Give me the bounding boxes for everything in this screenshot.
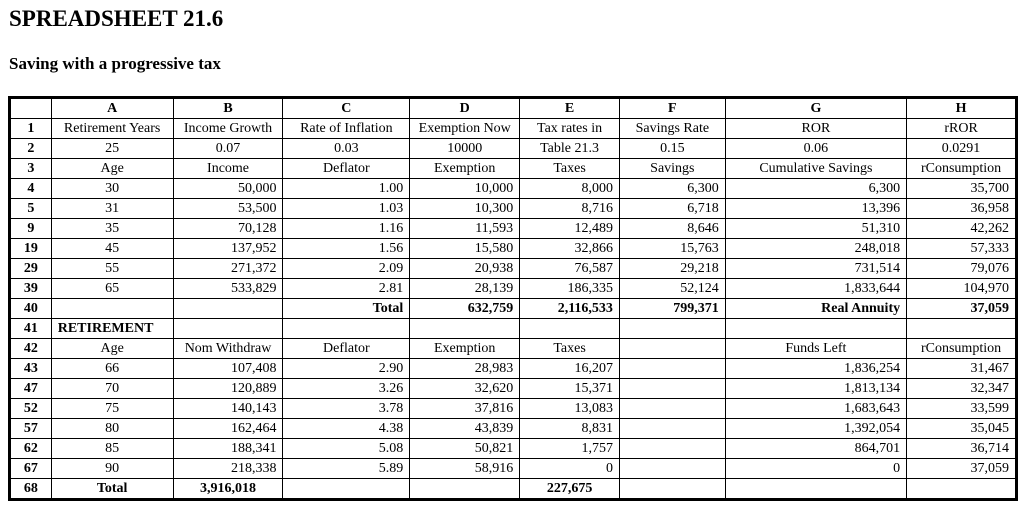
- cell-h39[interactable]: 104,970: [907, 279, 1017, 299]
- row-number[interactable]: 39: [10, 279, 52, 299]
- cell-g39[interactable]: 1,833,644: [725, 279, 906, 299]
- cell-e2[interactable]: Table 21.3: [520, 139, 620, 159]
- cell-b47[interactable]: 120,889: [173, 379, 283, 399]
- cell-f19[interactable]: 15,763: [619, 239, 725, 259]
- page-subtitle: Saving with a progressive tax: [9, 54, 221, 73]
- cell-b19[interactable]: 137,952: [173, 239, 283, 259]
- table-row: [10, 339, 1017, 359]
- cell-a67[interactable]: 90: [51, 459, 173, 479]
- table-row: [10, 199, 1017, 219]
- row-number[interactable]: 68: [10, 479, 52, 500]
- cell-d57[interactable]: 43,839: [410, 419, 520, 439]
- cell-e5[interactable]: 8,716: [520, 199, 620, 219]
- cell-c57[interactable]: 4.38: [283, 419, 410, 439]
- cell-e29[interactable]: 76,587: [520, 259, 620, 279]
- cell-e68[interactable]: 227,675: [520, 479, 620, 500]
- table-row: [10, 379, 1017, 399]
- column-header[interactable]: F: [619, 98, 725, 119]
- cell-c47[interactable]: 3.26: [283, 379, 410, 399]
- cell-f62[interactable]: [619, 439, 725, 459]
- row-number[interactable]: 3: [10, 159, 52, 179]
- cell-d41[interactable]: [410, 319, 520, 339]
- cell-a42[interactable]: Age: [51, 339, 173, 359]
- cell-b3[interactable]: Income: [173, 159, 283, 179]
- table-row: [10, 399, 1017, 419]
- cell-b67[interactable]: 218,338: [173, 459, 283, 479]
- cell-a68[interactable]: Total: [51, 479, 173, 500]
- cell-c43[interactable]: 2.90: [283, 359, 410, 379]
- cell-g29[interactable]: 731,514: [725, 259, 906, 279]
- cell-h4[interactable]: 35,700: [907, 179, 1017, 199]
- cell-a40[interactable]: [51, 299, 173, 319]
- column-header[interactable]: C: [283, 98, 410, 119]
- row-number[interactable]: 19: [10, 239, 52, 259]
- cell-h5[interactable]: 36,958: [907, 199, 1017, 219]
- cell-c3[interactable]: Deflator: [283, 159, 410, 179]
- cell-b43[interactable]: 107,408: [173, 359, 283, 379]
- cell-d67[interactable]: 58,916: [410, 459, 520, 479]
- cell-a4[interactable]: 30: [51, 179, 173, 199]
- cell-d4[interactable]: 10,000: [410, 179, 520, 199]
- cell-d68[interactable]: [410, 479, 520, 500]
- column-header[interactable]: E: [520, 98, 620, 119]
- cell-b4[interactable]: 50,000: [173, 179, 283, 199]
- cell-f47[interactable]: [619, 379, 725, 399]
- cell-c19[interactable]: 1.56: [283, 239, 410, 259]
- row-number[interactable]: 47: [10, 379, 52, 399]
- cell-f2[interactable]: 0.15: [619, 139, 725, 159]
- cell-e39[interactable]: 186,335: [520, 279, 620, 299]
- cell-d39[interactable]: 28,139: [410, 279, 520, 299]
- cell-g19[interactable]: 248,018: [725, 239, 906, 259]
- cell-g5[interactable]: 13,396: [725, 199, 906, 219]
- table-row: [10, 119, 1017, 139]
- cell-d43[interactable]: 28,983: [410, 359, 520, 379]
- cell-a29[interactable]: 55: [51, 259, 173, 279]
- row-number[interactable]: 5: [10, 199, 52, 219]
- cell-g42[interactable]: Funds Left: [725, 339, 906, 359]
- table-row: [10, 139, 1017, 159]
- cell-e3[interactable]: Taxes: [520, 159, 620, 179]
- cell-h40[interactable]: 37,059: [907, 299, 1017, 319]
- cell-b57[interactable]: 162,464: [173, 419, 283, 439]
- cell-f29[interactable]: 29,218: [619, 259, 725, 279]
- cell-c67[interactable]: 5.89: [283, 459, 410, 479]
- cell-f43[interactable]: [619, 359, 725, 379]
- cell-h42[interactable]: rConsumption: [907, 339, 1017, 359]
- cell-b42[interactable]: Nom Withdraw: [173, 339, 283, 359]
- cell-g1[interactable]: ROR: [725, 119, 906, 139]
- column-header[interactable]: B: [173, 98, 283, 119]
- table-row: [10, 439, 1017, 459]
- cell-f42[interactable]: [619, 339, 725, 359]
- cell-f41[interactable]: [619, 319, 725, 339]
- cell-d2[interactable]: 10000: [410, 139, 520, 159]
- cell-d40[interactable]: 632,759: [410, 299, 520, 319]
- row-number[interactable]: 29: [10, 259, 52, 279]
- cell-f39[interactable]: 52,124: [619, 279, 725, 299]
- row-number[interactable]: 4: [10, 179, 52, 199]
- cell-a3[interactable]: Age: [51, 159, 173, 179]
- cell-g3[interactable]: Cumulative Savings: [725, 159, 906, 179]
- cell-c1[interactable]: Rate of Inflation: [283, 119, 410, 139]
- spreadsheet-body: [10, 98, 1017, 500]
- cell-b2[interactable]: 0.07: [173, 139, 283, 159]
- table-row: [10, 259, 1017, 279]
- cell-g40[interactable]: Real Annuity: [725, 299, 906, 319]
- cell-b29[interactable]: 271,372: [173, 259, 283, 279]
- cell-c4[interactable]: 1.00: [283, 179, 410, 199]
- cell-e62[interactable]: 1,757: [520, 439, 620, 459]
- row-number[interactable]: 57: [10, 419, 52, 439]
- cell-h19[interactable]: 57,333: [907, 239, 1017, 259]
- cell-g57[interactable]: 1,392,054: [725, 419, 906, 439]
- cell-d42[interactable]: Exemption: [410, 339, 520, 359]
- cell-d5[interactable]: 10,300: [410, 199, 520, 219]
- cell-e43[interactable]: 16,207: [520, 359, 620, 379]
- cell-h52[interactable]: 33,599: [907, 399, 1017, 419]
- column-header-row: [10, 98, 1017, 119]
- cell-a43[interactable]: 66: [51, 359, 173, 379]
- cell-d19[interactable]: 15,580: [410, 239, 520, 259]
- cell-c42[interactable]: Deflator: [283, 339, 410, 359]
- cell-e42[interactable]: Taxes: [520, 339, 620, 359]
- cell-b39[interactable]: 533,829: [173, 279, 283, 299]
- cell-a47[interactable]: 70: [51, 379, 173, 399]
- cell-g67[interactable]: 0: [725, 459, 906, 479]
- cell-c2[interactable]: 0.03: [283, 139, 410, 159]
- cell-e41[interactable]: [520, 319, 620, 339]
- row-number[interactable]: 2: [10, 139, 52, 159]
- cell-e67[interactable]: 0: [520, 459, 620, 479]
- table-row: [10, 319, 1017, 339]
- cell-g2[interactable]: 0.06: [725, 139, 906, 159]
- cell-h29[interactable]: 79,076: [907, 259, 1017, 279]
- cell-a9[interactable]: 35: [51, 219, 173, 239]
- corner-cell[interactable]: [10, 98, 52, 119]
- cell-b62[interactable]: 188,341: [173, 439, 283, 459]
- cell-c39[interactable]: 2.81: [283, 279, 410, 299]
- cell-f67[interactable]: [619, 459, 725, 479]
- cell-g47[interactable]: 1,813,134: [725, 379, 906, 399]
- row-number[interactable]: 43: [10, 359, 52, 379]
- cell-h43[interactable]: 31,467: [907, 359, 1017, 379]
- row-number[interactable]: 1: [10, 119, 52, 139]
- cell-h68[interactable]: [907, 479, 1017, 500]
- cell-a52[interactable]: 75: [51, 399, 173, 419]
- spreadsheet-table: [8, 96, 1018, 501]
- cell-a2[interactable]: 25: [51, 139, 173, 159]
- cell-c40[interactable]: Total: [283, 299, 410, 319]
- table-row: [10, 279, 1017, 299]
- cell-h9[interactable]: 42,262: [907, 219, 1017, 239]
- cell-h2[interactable]: 0.0291: [907, 139, 1017, 159]
- cell-e1[interactable]: Tax rates in: [520, 119, 620, 139]
- cell-c52[interactable]: 3.78: [283, 399, 410, 419]
- table-row: [10, 219, 1017, 239]
- cell-f68[interactable]: [619, 479, 725, 500]
- cell-d29[interactable]: 20,938: [410, 259, 520, 279]
- cell-b40[interactable]: [173, 299, 283, 319]
- cell-d9[interactable]: 11,593: [410, 219, 520, 239]
- cell-e47[interactable]: 15,371: [520, 379, 620, 399]
- cell-g68[interactable]: [725, 479, 906, 500]
- table-row: [10, 479, 1017, 500]
- cell-h47[interactable]: 32,347: [907, 379, 1017, 399]
- table-row: [10, 239, 1017, 259]
- cell-a41[interactable]: RETIREMENT: [51, 319, 173, 339]
- cell-h41[interactable]: [907, 319, 1017, 339]
- cell-d1[interactable]: Exemption Now: [410, 119, 520, 139]
- cell-f5[interactable]: 6,718: [619, 199, 725, 219]
- cell-b68[interactable]: 3,916,018: [173, 479, 283, 500]
- cell-e4[interactable]: 8,000: [520, 179, 620, 199]
- column-header[interactable]: A: [51, 98, 173, 119]
- cell-e52[interactable]: 13,083: [520, 399, 620, 419]
- cell-b9[interactable]: 70,128: [173, 219, 283, 239]
- cell-c41[interactable]: [283, 319, 410, 339]
- cell-d62[interactable]: 50,821: [410, 439, 520, 459]
- table-row: [10, 299, 1017, 319]
- cell-f4[interactable]: 6,300: [619, 179, 725, 199]
- cell-g41[interactable]: [725, 319, 906, 339]
- cell-c62[interactable]: 5.08: [283, 439, 410, 459]
- cell-c29[interactable]: 2.09: [283, 259, 410, 279]
- cell-b41[interactable]: [173, 319, 283, 339]
- cell-a57[interactable]: 80: [51, 419, 173, 439]
- cell-c5[interactable]: 1.03: [283, 199, 410, 219]
- cell-h1[interactable]: rROR: [907, 119, 1017, 139]
- row-number[interactable]: 42: [10, 339, 52, 359]
- cell-d47[interactable]: 32,620: [410, 379, 520, 399]
- cell-g4[interactable]: 6,300: [725, 179, 906, 199]
- table-row: [10, 459, 1017, 479]
- cell-d3[interactable]: Exemption: [410, 159, 520, 179]
- cell-a19[interactable]: 45: [51, 239, 173, 259]
- cell-g62[interactable]: 864,701: [725, 439, 906, 459]
- cell-a5[interactable]: 31: [51, 199, 173, 219]
- cell-h62[interactable]: 36,714: [907, 439, 1017, 459]
- cell-b52[interactable]: 140,143: [173, 399, 283, 419]
- cell-e19[interactable]: 32,866: [520, 239, 620, 259]
- cell-g9[interactable]: 51,310: [725, 219, 906, 239]
- cell-a62[interactable]: 85: [51, 439, 173, 459]
- table-row: [10, 359, 1017, 379]
- table-row: [10, 179, 1017, 199]
- cell-b5[interactable]: 53,500: [173, 199, 283, 219]
- cell-f57[interactable]: [619, 419, 725, 439]
- cell-f9[interactable]: 8,646: [619, 219, 725, 239]
- table-row: [10, 159, 1017, 179]
- cell-f1[interactable]: Savings Rate: [619, 119, 725, 139]
- cell-h3[interactable]: rConsumption: [907, 159, 1017, 179]
- cell-g43[interactable]: 1,836,254: [725, 359, 906, 379]
- column-header[interactable]: G: [725, 98, 906, 119]
- cell-g52[interactable]: 1,683,643: [725, 399, 906, 419]
- column-header[interactable]: H: [907, 98, 1017, 119]
- column-header[interactable]: D: [410, 98, 520, 119]
- row-number[interactable]: 52: [10, 399, 52, 419]
- cell-h67[interactable]: 37,059: [907, 459, 1017, 479]
- page-title: SPREADSHEET 21.6: [9, 6, 224, 31]
- cell-h57[interactable]: 35,045: [907, 419, 1017, 439]
- cell-c68[interactable]: [283, 479, 410, 500]
- cell-f3[interactable]: Savings: [619, 159, 725, 179]
- cell-d52[interactable]: 37,816: [410, 399, 520, 419]
- cell-f52[interactable]: [619, 399, 725, 419]
- cell-f40[interactable]: 799,371: [619, 299, 725, 319]
- row-number[interactable]: 9: [10, 219, 52, 239]
- table-row: [10, 419, 1017, 439]
- cell-c9[interactable]: 1.16: [283, 219, 410, 239]
- cell-e9[interactable]: 12,489: [520, 219, 620, 239]
- row-number[interactable]: 67: [10, 459, 52, 479]
- row-number[interactable]: 41: [10, 319, 52, 339]
- cell-b1[interactable]: Income Growth: [173, 119, 283, 139]
- cell-a1[interactable]: Retirement Years: [51, 119, 173, 139]
- row-number[interactable]: 62: [10, 439, 52, 459]
- cell-e40[interactable]: 2,116,533: [520, 299, 620, 319]
- cell-a39[interactable]: 65: [51, 279, 173, 299]
- row-number[interactable]: 40: [10, 299, 52, 319]
- cell-e57[interactable]: 8,831: [520, 419, 620, 439]
